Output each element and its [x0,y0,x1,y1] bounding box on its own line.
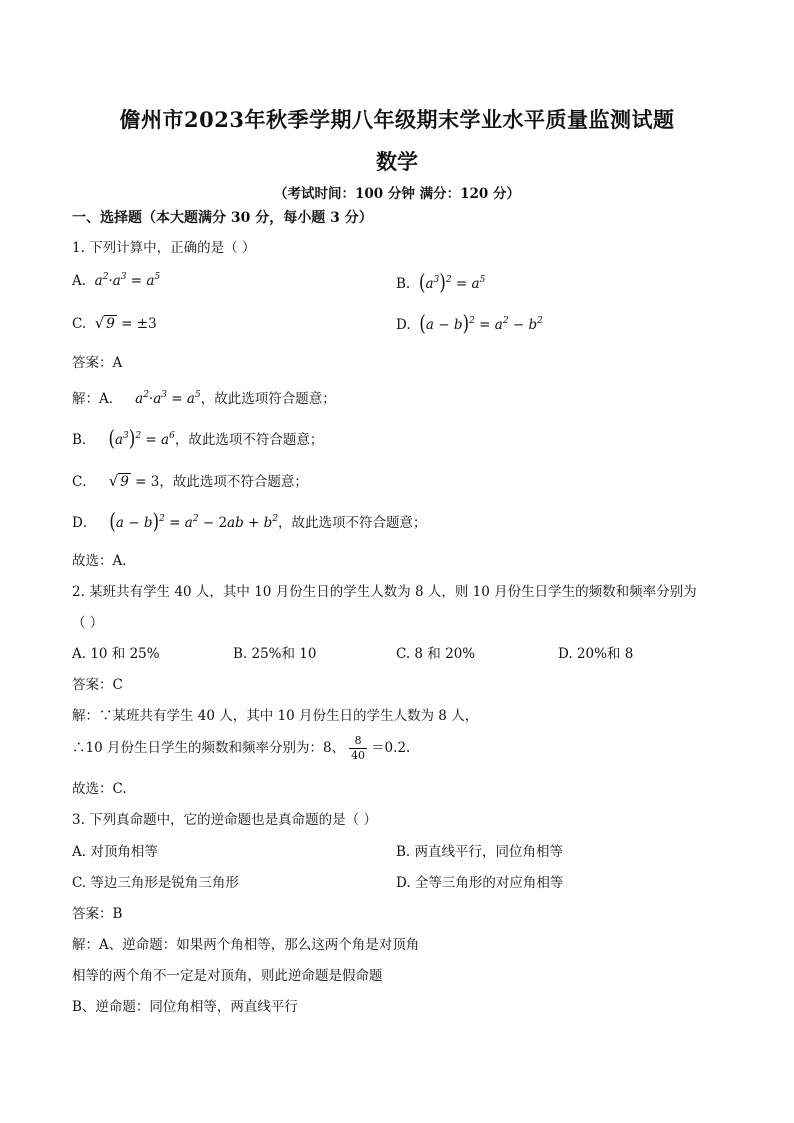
q2-answer: 答案：C [72,677,123,693]
q2-option-b: B. 25%和 10 [233,646,317,662]
exam-meta: （考试时间：100 分钟 满分：120 分） [274,186,520,202]
q2-fraction [349,734,367,763]
q1-option-b-formula: $(a^3)^2 = a^5$ [418,270,486,296]
q1-option-a [72,273,160,289]
q1-option-b [396,270,486,296]
q1-solution-d-suffix: ，故此选项不符合题意； [278,515,427,531]
q1-solution-d [72,509,427,535]
q2-solution-2 [72,734,410,763]
q1-solution-b-prefix: B． [72,432,96,448]
q1-solution-b-suffix: ，故此选项不符合题意； [174,432,324,448]
q1-solution-d-formula: $(a - b)^2 = a^2 - 2ab + b^2$ [109,509,279,535]
q3-option-c: C. 等边三角形是锐角三角形 [72,875,239,891]
q1-option-b-label: B. [396,276,411,292]
question-1-stem: 1. 下列计算中，正确的是（ ） [72,240,256,256]
q1-solution-a-suffix: ，故此选项符合题意； [200,391,336,407]
q1-solution-c-prefix: C． [72,474,96,490]
q2-solution-1: 解：∵某班共有学生 40 人，其中 10 月份生日的学生人数为 8 人， [72,708,479,724]
q3-solution-3: B、逆命题：同位角相等，两直线平行 [72,999,298,1015]
q1-solution-c-suffix: ，故此选项不符合题意； [159,474,308,490]
section-heading: 一、选择题（本大题满分 30 分，每小题 3 分） [72,210,373,226]
q1-option-d-label: D. [396,317,411,333]
q1-option-d-formula: $(a - b)^2 = a^2 - b^2$ [419,311,543,337]
q1-solution-b [72,426,324,452]
q2-option-d: D. 20%和 8 [558,646,634,662]
q1-option-c-label: C. [72,316,87,332]
q1-option-d [396,311,543,337]
q1-option-c [72,314,157,332]
q2-option-a: A. 10 和 25% [72,646,160,662]
q2-option-c: C. 8 和 20% [396,646,476,662]
q1-answer: 答案：A [72,355,123,371]
q1-conclusion: 故选：A． [72,553,136,569]
question-2-stem: 2. 某班共有学生 40 人，其中 10 月份生日的学生人数为 8 人，则 10 月份生日学生的频数和频率分别为 [72,584,697,600]
q3-option-a: A. 对顶角相等 [72,844,158,860]
q1-solution-a-prefix: 解：A． [72,391,123,407]
question-2-paren: （ ） [72,615,104,631]
q1-option-a-label: A. [72,273,87,289]
q3-option-b: B. 两直线平行，同位角相等 [396,844,564,860]
q2-solution-2-suffix: ＝0.2. [371,740,411,756]
q3-answer: 答案：B [72,906,123,922]
q1-option-c-formula: √ 9 = ±3 [94,314,157,332]
q2-fraction-denominator: 40 [351,749,366,762]
exam-subject: 数学 [376,149,418,174]
q1-solution-c-formula: √ 9 = 3 [108,472,160,490]
question-3-stem: 3. 下列真命题中，它的逆命题也是真命题的是（ ） [72,812,377,828]
q3-solution-2: 相等的两个角不一定是对顶角，则此逆命题是假命题 [72,968,383,984]
q2-fraction-numerator: 8 [349,734,367,749]
q1-solution-d-prefix: D． [72,515,97,531]
q1-solution-a [72,387,336,407]
q1-solution-a-formula: $a^2\cdot a^3 = a^5$ [126,390,201,407]
q1-solution-c [72,470,308,490]
q1-option-a-formula: $a^2\cdot a^3 = a^5$ [90,272,161,289]
q3-option-d: D. 全等三角形的对应角相等 [396,875,564,891]
q2-conclusion: 故选：C. [72,781,127,797]
q3-solution-1: 解：A、逆命题：如果两个角相等，那么这两个角是对顶角 [72,937,420,953]
exam-title: 儋州市2023年秋季学期八年级期末学业水平质量监测试题 [119,107,675,132]
q1-solution-b-formula: $(a^3)^2 = a^6$ [108,426,175,452]
q2-solution-2-prefix: ∴10 月份生日学生的频数和频率分别为：8、 [72,740,346,756]
